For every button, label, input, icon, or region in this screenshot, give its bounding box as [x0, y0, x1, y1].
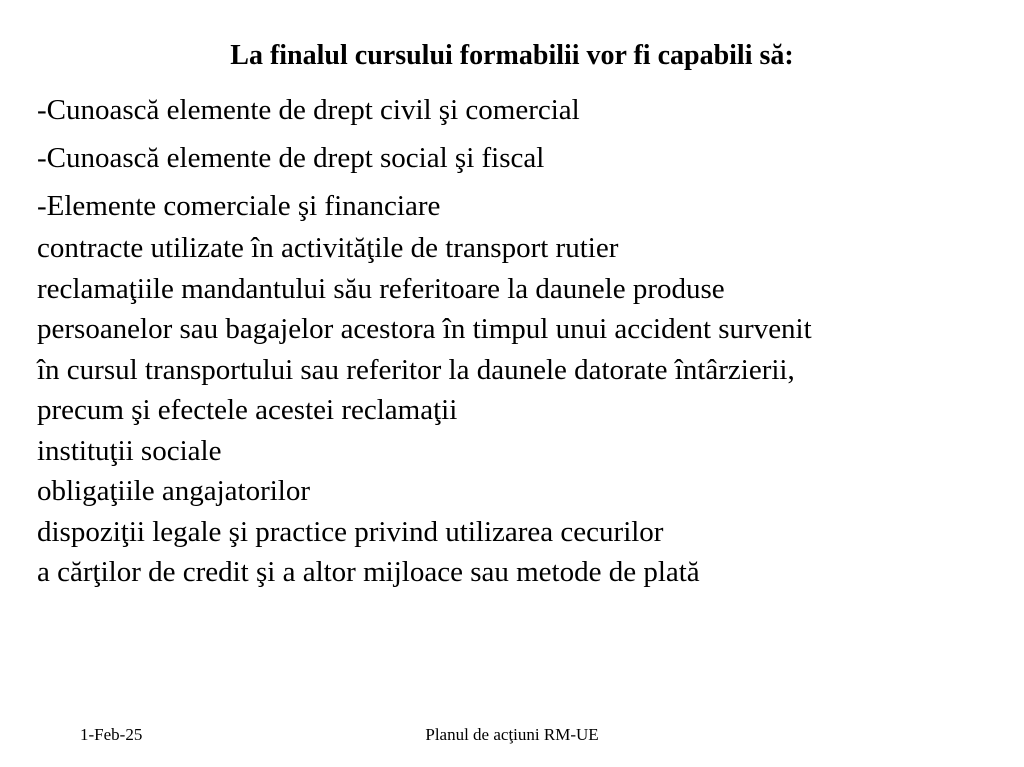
- footer-date: 1-Feb-25: [80, 725, 143, 744]
- footer-title: Planul de acţiuni RM-UE: [425, 725, 599, 744]
- detail-line: în cursul transportului sau referitor la daunele datorate întârzierii,: [37, 353, 795, 386]
- detail-line: reclamaţiile mandantului său referitoare la daunele produse: [37, 272, 725, 305]
- detail-line: instituţii sociale: [37, 434, 222, 467]
- detail-line: persoanelor sau bagajelor acestora în timpul unui accident survenit: [37, 313, 812, 345]
- detail-line: contracte utilizate în activităţile de transport rutier: [37, 232, 619, 264]
- detail-line: a cărţilor de credit şi a altor mijloace sau metode de plată: [37, 556, 700, 588]
- slide-title: La finalul cursului formabilii vor fi capabili să:: [230, 40, 794, 71]
- detail-line: dispoziţii legale şi practice privind utilizarea cecurilor: [37, 515, 664, 548]
- objective-item: -Elemente comerciale şi financiare: [37, 190, 441, 222]
- detail-line: obligaţiile angajatorilor: [37, 475, 310, 507]
- objective-item: -Cunoască elemente de drept civil şi comercial: [37, 94, 580, 126]
- objective-item: -Cunoască elemente de drept social şi fiscal: [37, 142, 545, 174]
- details-list: [37, 228, 812, 593]
- objectives-list: [37, 86, 580, 230]
- detail-line: precum şi efectele acestei reclamaţii: [37, 394, 458, 426]
